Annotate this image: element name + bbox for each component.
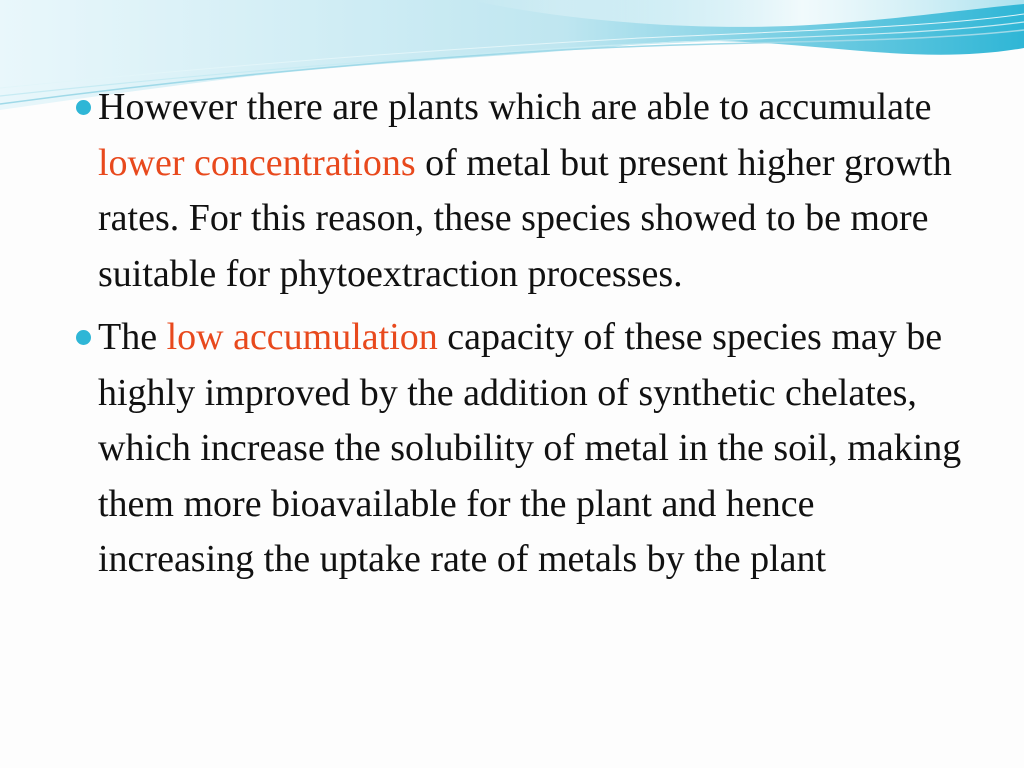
bullet-2-text-after: capacity of these species may be highly improved by the addition of synthetic chelates, which increase the solubility of metal in the soil, making them more bioavailable for the plant and hence increasing the uptake rate of metals by the plant [98, 316, 962, 580]
bullet-dot-icon [76, 330, 91, 345]
bullet-dot-icon [76, 100, 91, 115]
slide-content [70, 80, 970, 596]
bullet-item-2 [70, 310, 970, 588]
bullet-1-text-before: However there are plants which are able to accumulate [98, 86, 932, 128]
bullet-2-text-before: The [98, 316, 167, 358]
bullet-item-1 [70, 80, 970, 302]
bullet-1-highlight: lower concentrations [98, 141, 416, 184]
bullet-2-highlight: low accumulation [166, 316, 438, 358]
bullet-1-text-after: of metal but present higher growth rates. For this reason, these species showed to be more suitable for phytoextraction processes. [98, 141, 952, 295]
